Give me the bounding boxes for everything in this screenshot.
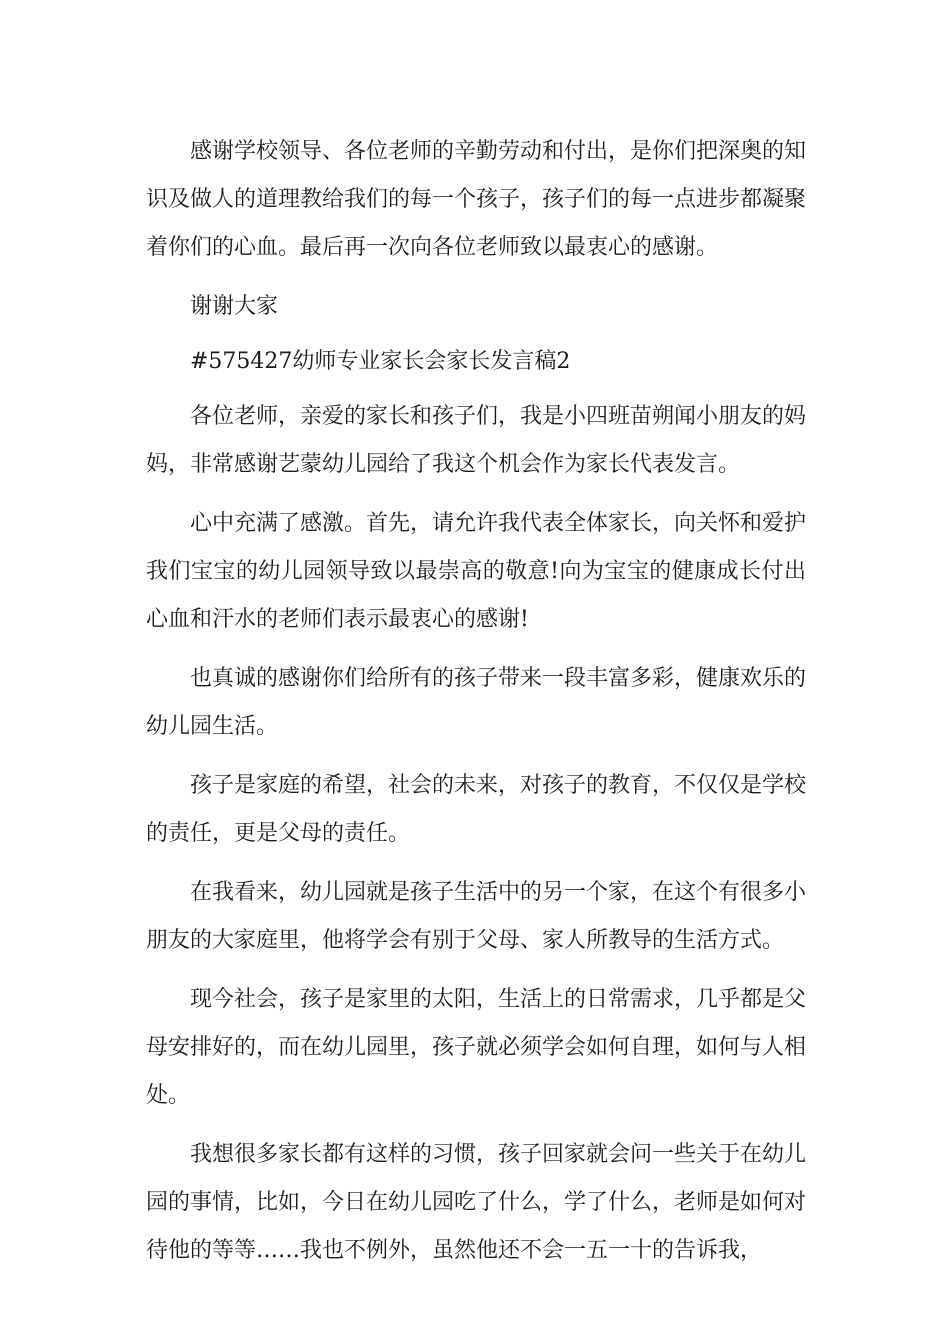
paragraph-gratitude: 心中充满了感激。首先，请允许我代表全体家长，向关怀和爱护我们宝宝的幼儿园领导致以最崇高的敬意!向为宝宝的健康成长付出心血和汗水的老师们表示最衷心的感谢! <box>146 511 807 632</box>
paragraph-children-hope: 孩子是家庭的希望，社会的未来，对孩子的教育，不仅仅是学校的责任，更是父母的责任。 <box>146 773 807 846</box>
paragraph-parent-habits: 我想很多家长都有这样的习惯，孩子回家就会问一些关于在幼儿园的事情，比如，今日在幼儿园吃了什么，学了什么，老师是如何对待他的等等……我也不例外，虽然他还不会一五一十的告诉我， <box>146 1142 807 1263</box>
paragraph-greeting: 各位老师，亲爱的家长和孩子们，我是小四班苗朔闻小朋友的妈妈，非常感谢艺蒙幼儿园给了我这个机会作为家长代表发言。 <box>146 404 807 477</box>
document-body <box>146 128 806 1286</box>
paragraph-second-home: 在我看来，幼儿园就是孩子生活中的另一个家，在这个有很多小朋友的大家庭里，他将学会有别于父母、家人所教导的生活方式。 <box>146 880 807 953</box>
paragraph-modern-society: 现今社会，孩子是家里的太阳，生活上的日常需求，几乎都是父母安排好的，而在幼儿园里，孩子就必须学会如何自理，如何与人相处。 <box>146 987 807 1108</box>
paragraph-thanks-school: 感谢学校领导、各位老师的辛勤劳动和付出，是你们把深奥的知识及做人的道理教给我们的每一个孩子，孩子们的每一点进步都凝聚着你们的心血。最后再一次向各位老师致以最衷心的感谢。 <box>146 139 807 260</box>
paragraph-thank-you-all: 谢谢大家 <box>190 294 279 319</box>
section-heading: #575427幼师专业家长会家长发言稿2 <box>190 349 571 374</box>
paragraph-sincere-thanks: 也真诚的感谢你们给所有的孩子带来一段丰富多彩，健康欢乐的幼儿园生活。 <box>146 666 807 739</box>
